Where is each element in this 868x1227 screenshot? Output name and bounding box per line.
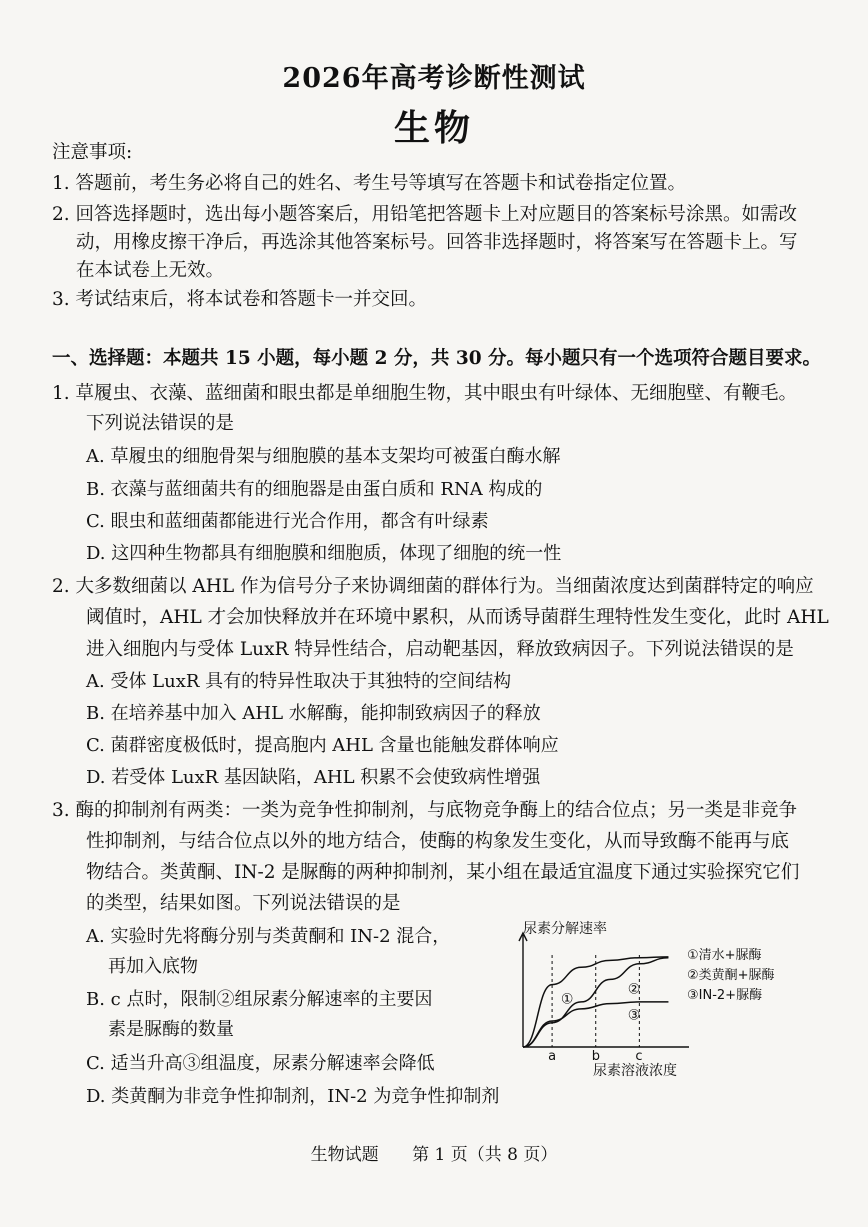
footer-subject: 生物试题 xyxy=(310,1145,379,1165)
question-3-stem: 的类型，结果如图。下列说法错误的是 xyxy=(86,893,401,914)
question-3-stem: 物结合。类黄酮、IN-2 是脲酶的两种抑制剂，某小组在最适宜温度下通过实验探究它们 xyxy=(86,862,800,883)
question-1-stem: 下列说法错误的是 xyxy=(86,413,235,434)
question-3-stem: 性抑制剂，与结合位点以外的地方结合，使酶的构象发生变化，从而导致酶不能再与底 xyxy=(86,831,790,852)
question-2-stem: 进入细胞内与受体 LuxR 特异性结合，启动靶基因，释放致病因子。下列说法错误的是 xyxy=(86,639,794,660)
legend-entry: ③IN-2+脲酶 xyxy=(687,988,763,1003)
question-2-option-a: A. 受体 LuxR 具有的特异性取决于其独特的空间结构 xyxy=(86,671,512,692)
notice-line: 动，用橡皮擦干净后，再选涂其他答案标号。回答非选择题时，将答案写在答题卡上。写 xyxy=(76,232,798,253)
question-3-option-d: D. 类黄酮为非竞争性抑制剂，IN-2 为竞争性抑制剂 xyxy=(86,1086,500,1107)
question-1-option-a: A. 草履虫的细胞骨架与细胞膜的基本支架均可被蛋白酶水解 xyxy=(86,446,561,467)
question-3-option-a-cont: 再加入底物 xyxy=(108,956,198,977)
question-3-option-a: A. 实验时先将酶分别与类黄酮和 IN-2 混合， xyxy=(86,926,451,947)
y-axis-label: 尿素分解速率 xyxy=(523,921,607,937)
exam-subject: 生物 xyxy=(393,107,474,149)
question-2-option-b: B. 在培养基中加入 AHL 水解酶，能抑制致病因子的释放 xyxy=(86,703,541,724)
question-2-option-c: C. 菌群密度极低时，提高胞内 AHL 含量也能触发群体响应 xyxy=(86,735,559,756)
question-1-option-d: D. 这四种生物都具有细胞膜和细胞质，体现了细胞的统一性 xyxy=(86,543,562,564)
x-axis-label: 尿素溶液浓度 xyxy=(593,1063,677,1079)
legend-entry: ①清水+脲酶 xyxy=(687,948,762,963)
question-2-option-d: D. 若受体 LuxR 基因缺陷，AHL 积累不会使致病性增强 xyxy=(86,767,541,788)
chart-legend xyxy=(687,947,775,1003)
notice-line: 1. 答题前，考生务必将自己的姓名、考生号等填写在答题卡和试卷指定位置。 xyxy=(52,173,687,194)
notice-line: 在本试卷上无效。 xyxy=(76,260,225,281)
legend-entry: ②类黄酮+脲酶 xyxy=(687,968,775,983)
question-1-option-b: B. 衣藻与蓝细菌共有的细胞器是由蛋白质和 RNA 构成的 xyxy=(86,479,543,500)
enzyme-inhibitor-chart xyxy=(505,915,815,1085)
question-2-stem: 阈值时，AHL 才会加快释放并在环境中累积，从而诱导菌群生理特性发生变化，此时 AHL xyxy=(86,607,829,628)
exam-title: 2026年高考诊断性测试 xyxy=(282,63,586,94)
question-3-stem: 3. 酶的抑制剂有两类：一类为竞争性抑制剂，与底物竞争酶上的结合位点；另一类是非竞争 xyxy=(52,800,798,821)
notice-line: 3. 考试结束后，将本试卷和答题卡一并交回。 xyxy=(52,289,428,310)
series-curve-label: ② xyxy=(627,981,641,998)
notice-heading: 注意事项: xyxy=(52,142,133,163)
question-1-option-c: C. 眼虫和蓝细菌都能进行光合作用，都含有叶绿素 xyxy=(86,511,489,532)
chart-axes xyxy=(519,933,689,1064)
question-3-option-b: B. c 点时，限制②组尿素分解速率的主要因 xyxy=(86,989,433,1010)
page-footer xyxy=(0,1140,868,1165)
question-1-stem: 1. 草履虫、衣藻、蓝细菌和眼虫都是单细胞生物，其中眼虫有叶绿体、无细胞壁、有鞭毛。 xyxy=(52,383,798,404)
footer-page-number: 第 1 页（共 8 页） xyxy=(412,1145,558,1165)
question-3-option-b-cont: 素是脲酶的数量 xyxy=(108,1019,234,1040)
section-heading: 一、选择题：本题共 15 小题，每小题 2 分，共 30 分。每小题只有一个选项符合题目要求。 xyxy=(52,348,822,369)
series-curve-label: ③ xyxy=(627,1007,641,1024)
x-tick-label: c xyxy=(635,1049,643,1064)
x-tick-label: a xyxy=(548,1049,557,1064)
series-curve-label: ① xyxy=(560,991,574,1008)
x-tick-label: b xyxy=(591,1049,600,1064)
notice-line: 2. 回答选择题时，选出每小题答案后，用铅笔把答题卡上对应题目的答案标号涂黑。如需改 xyxy=(52,204,798,225)
question-2-stem: 2. 大多数细菌以 AHL 作为信号分子来协调细菌的群体行为。当细菌浓度达到菌群特定的响应 xyxy=(52,576,814,597)
question-3-option-c: C. 适当升高③组温度，尿素分解速率会降低 xyxy=(86,1053,435,1074)
